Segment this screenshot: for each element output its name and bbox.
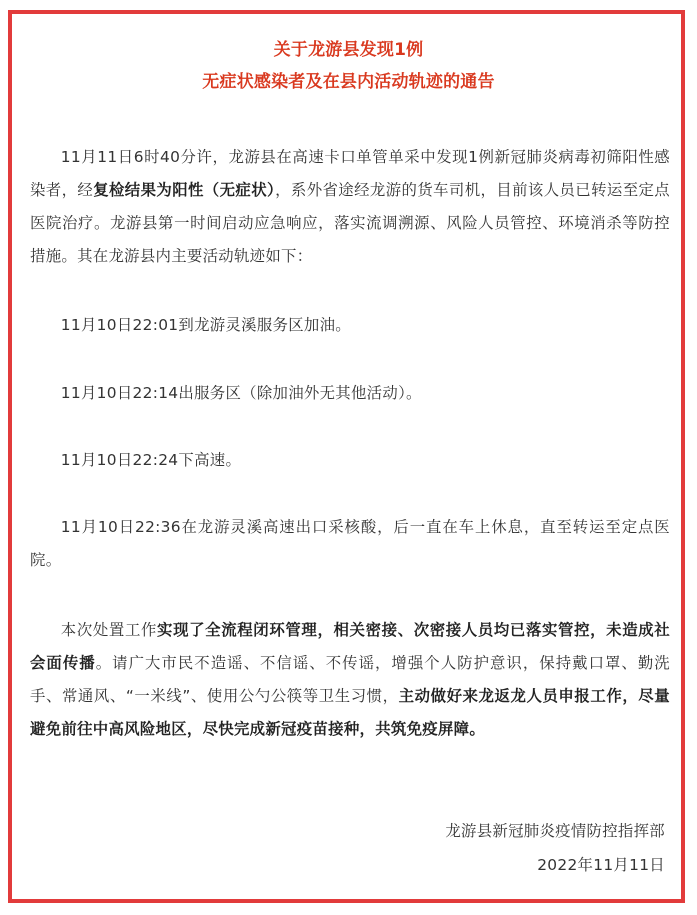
activity-text: 11月10日22:24下高速。 bbox=[60, 451, 242, 469]
closing-text-part1: 本次处置工作 bbox=[60, 621, 158, 639]
closing-text-part2: 。请广大市民不造谣、不信谣、不传谣，增强个人防护意识，保持戴口罩、勤洗手、常通风、“一米线”、使用公勺公筷等卫生习惯， bbox=[30, 654, 670, 705]
intro-bold-result: 复检结果为阳性（无症状） bbox=[93, 181, 276, 199]
intro-text-part1: 11月11日6时40分许，龙游县在高速卡口单管单采中发现1例新冠肺炎病毒初筛阳性感染者，经 bbox=[30, 148, 670, 199]
signature-organization: 龙游县新冠肺炎疫情防控指挥部 bbox=[445, 822, 665, 840]
notice-title-line1: 关于龙游县发现1例 bbox=[273, 40, 424, 60]
intro-paragraph bbox=[30, 141, 670, 273]
closing-paragraph bbox=[30, 614, 670, 746]
signature-date: 2022年11月11日 bbox=[537, 856, 665, 874]
intro-text-part2: ，系外省途经龙游的货车司机，目前该人员已转运至定点医院治疗。龙游县第一时间启动应急响应，落实流调溯源、风险人员管控、环境消杀等防控措施。其在龙游县内主要活动轨迹如下： bbox=[30, 181, 670, 265]
closing-bold-1: 实现了全流程闭环管理，相关密接、次密接人员均已落实管控，未造成社会面传播 bbox=[30, 621, 670, 672]
activity-item bbox=[30, 444, 670, 477]
activity-text: 11月10日22:36在龙游灵溪高速出口采核酸，后一直在车上休息，直至转运至定点医院。 bbox=[30, 518, 670, 569]
activity-item bbox=[30, 309, 670, 342]
notice-title-line2: 无症状感染者及在县内活动轨迹的通告 bbox=[202, 72, 495, 92]
activity-item bbox=[30, 377, 670, 410]
activity-item bbox=[30, 511, 670, 577]
activity-text: 11月10日22:14出服务区（除加油外无其他活动）。 bbox=[60, 384, 422, 402]
closing-bold-2: 主动做好来龙返龙人员申报工作，尽量避免前往中高风险地区，尽快完成新冠疫苗接种，共筑免疫屏障。 bbox=[30, 687, 670, 738]
activity-text: 11月10日22:01到龙游灵溪服务区加油。 bbox=[60, 316, 351, 334]
